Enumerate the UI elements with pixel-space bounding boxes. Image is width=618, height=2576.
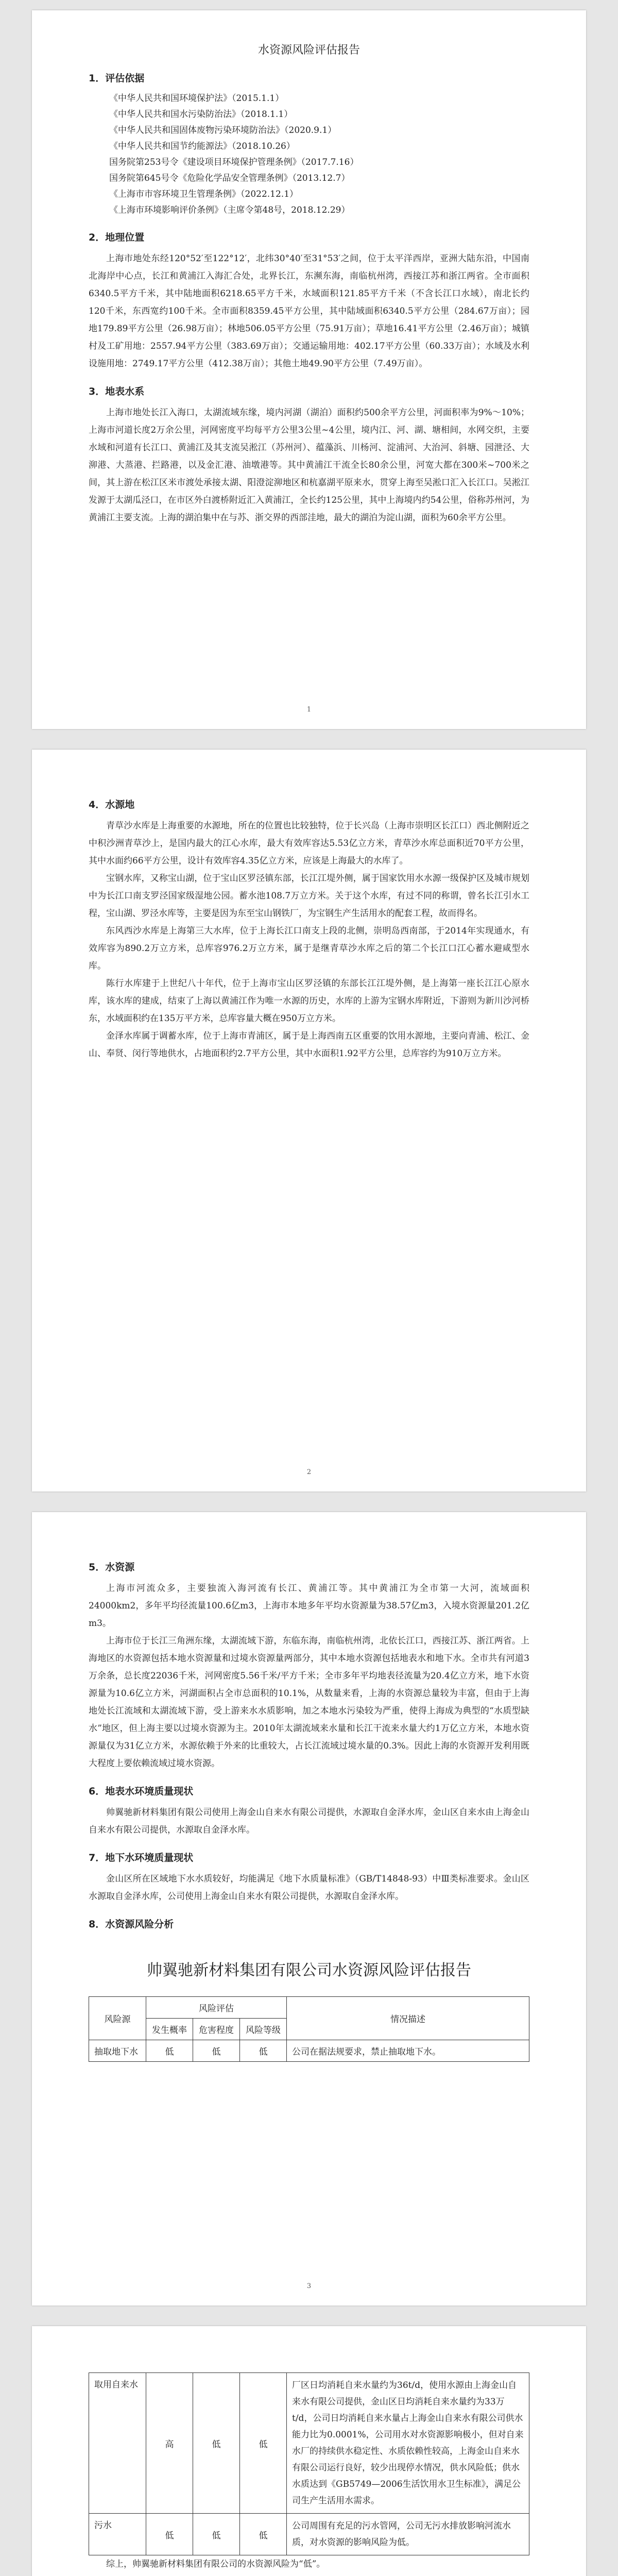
surface-quality-paragraph: 帅翼驰新材料集团有限公司使用上海金山自来水有限公司提供，水源取自金泽水库，金山区自来水由上海金山自来水有限公司提供，水源取自金泽水库。 (89, 1807, 529, 1835)
water-source-paragraph: 青草沙水库是上海重要的水源地，所在的位置也比较独特，位于长兴岛（上海市崇明区长江口）西北侧附近之中积沙洲青草沙上，是国内最大的江心水库，最大有效库容达5.53亿立方米，青草沙水库总面积近70平方公里，其中水面约66平方公里，设计有效库容4.35亿立方米，应该是上海最大的水库了。 (89, 821, 529, 866)
section-5-heading: 5．水资源 (89, 1562, 135, 1573)
water-resource-paragraph: 上海市河流众多，主要独流入海河流有长江、黄浦江等。其中黄浦江为全市第一大河，流域面积24000km2，多年平均径流量100.6亿m3，上海市本地多年平均水资源量为38.57亿m3，入境水资源量201.2亿m3。 (89, 1583, 529, 1629)
water-source-paragraph: 宝钢水库，又称宝山湖，位于宝山区罗泾镇东部，长江江堤外侧，属于国家饮用水水源一级保护区及城市规划中为长江口南支罗泾国家级湿地公园。蓄水池108.7万立方米。关于这个水库，有过不同的称谓，曾名长江引水工程，宝山湖、罗泾水库等，主要是因为东至宝山钢铁厂，为宝钢生产生活用水的配套工程，故而得名。 (89, 873, 529, 919)
section-2-heading: 2．地理位置 (89, 232, 145, 243)
header-description: 情况描述 (287, 1997, 529, 2040)
section-7-heading: 7．地下水环境质量现状 (89, 1852, 194, 1863)
table-row (89, 2373, 529, 2514)
page-number: 3 (306, 2282, 312, 2290)
risk-level-cell: 低 (240, 2373, 287, 2514)
water-resource-paragraph: 上海市位于长江三角洲东缘，太湖流域下游，东临东海，南临杭州湾，北依长江口，西接江苏、浙江两省。上海地区的水资源包括本地水资源量和过境水资源量两部分，其中本地水资源包括地表水和地下水。全市共有河道3万余条，总长度22036千米，河网密度5.56千米/平方千米；全市多年平均地表径流量为20.4亿立方米，地下水资源量为10.6亿立方米，河湖面积占全市总面积的10.1%，从数量来看，上海的水资源总量较为丰富，但由于上海地处长江流域和太湖流域下游，受上游来水水质影响，加之本地水污染较为严重，使得上海成为典型的“水质型缺水”地区，但上海主要以过境水资源为主。2010年太湖流域来水量和长江干流来水量大约1万亿立方米，本地水资源量仅为31亿立方米，水源依赖于外来的比重较大，占长江流域过境水量的0.3%。因此上海的水资源开发利用既大程度上要依赖流域过境水资源。 (89, 1636, 529, 1769)
occurrence-cell: 高 (146, 2373, 193, 2514)
risk-source-cell: 取用自来水 (89, 2373, 146, 2514)
risk-table (89, 1996, 529, 2062)
severity-cell: 低 (193, 2514, 240, 2555)
description-cell: 厂区日均消耗自来水量约为36t/d，使用水源由上海金山自来水有限公司提供，金山区日均消耗自来水量约为33万t/d，公司日均消耗自来水量占上海金山自来水有限公司供水能力比为0.0001%，公司用水对水资源影响极小，但对自来水厂的持续供水稳定性、水质依赖性较高，上海金山自来水有限公司运行良好，较少出现停水情况，供水风险低；供水水质达到《GB5749—2006生活饮用水卫生标准》，满足公司生产生活用水需求。 (287, 2373, 529, 2514)
law-item: 《上海市环境影响评价条例》（主席令第48号，2018.12.29） (109, 205, 350, 215)
document-page-1 (32, 10, 586, 729)
law-item: 国务院第645号令《危险化学品安全管理条例》（2013.12.7） (109, 173, 350, 183)
risk-source-cell: 抽取地下水 (89, 2040, 146, 2062)
conclusion: 综上，帅翼驰新材料集团有限公司的水资源风险为“低”。 (106, 2559, 325, 2569)
risk-level-cell: 低 (240, 2514, 287, 2555)
risk-source-cell: 污水 (89, 2514, 146, 2555)
section-3-heading: 3．地表水系 (89, 386, 145, 397)
geo-paragraph: 上海市地处东经120°52′至122°12′，北纬30°40′至31°53′之间，位于太平洋西岸，亚洲大陆东沿，中国南北海岸中心点，长江和黄浦江入海汇合处，北界长江，东濒东海，南临杭州湾，西接江苏和浙江两省。全市面积6340.5平方千米，其中陆地面积6218.65平方千米，水域面积121.85平方千米（不含长江口水域），南北长约120千米，东西宽约100千米。全市面积8359.45平方公里，其中陆域面积6340.5平方公里（284.67万亩）；园地179.89平方公里（26.98万亩）；林地506.05平方公里（75.91万亩）；草地16.41平方公里（2.46万亩）；城镇村及工矿用地：2557.94平方公里（383.69万亩）；交通运输用地：402.17平方公里（60.33万亩）；水域及水利设施用地：2749.17平方公里（412.38万亩）；其他土地49.90平方公里（7.49万亩）。 (89, 253, 529, 369)
section-4-heading: 4．水源地 (89, 799, 135, 810)
risk-level-cell: 低 (240, 2040, 287, 2062)
section-8-heading: 8．水资源风险分析 (89, 1919, 174, 1930)
header-risk-eval: 风险评估 (146, 1997, 287, 2019)
occurrence-cell: 低 (146, 2514, 193, 2555)
water-source-paragraph: 金泽水库属于调蓄水库，位于上海市青浦区，属于是上海西南五区重要的饮用水源地，主要向青浦、松江、金山、奉贤、闵行等地供水，占地面积约2.7平方公里，其中水面积1.92平方公里，总库容约为910万立方米。 (89, 1031, 529, 1059)
header-risk-level: 风险等级 (240, 2019, 287, 2040)
severity-cell: 低 (193, 2040, 240, 2062)
law-item: 《中华人民共和国水污染防治法》（2018.1.1） (109, 109, 293, 120)
description-cell: 公司在据法规要求，禁止抽取地下水。 (287, 2040, 529, 2062)
law-item: 《中华人民共和国固体废物污染环境防治法》（2020.9.1） (109, 125, 337, 135)
severity-cell: 低 (193, 2373, 240, 2514)
occurrence-cell: 低 (146, 2040, 193, 2062)
section-6-heading: 6．地表水环境质量现状 (89, 1786, 194, 1797)
surface-water-paragraph: 上海市地处长江入海口，太湖流域东缘，境内河湖（湖泊）面积约500余平方公里，河面积率为9%～10%；上海市河道长度2万余公里，河网密度平均每平方公里3公里~4公里，境内江、河、湖、塘相间，水网交织，主要水域和河道有长江口、黄浦江及其支流吴淞江（苏州河）、蕴藻浜、川杨河、淀浦河、大治河、斜塘、园泄泾、大泖港、大蒸港、拦路港，以及金汇港、油墩港等。其中黄浦江干流全长80余公里，河宽大都在300米~700米之间，其上游在松江区米市渡处承接太湖、阳澄淀泖地区和杭嘉湖平原来水，贯穿上海至吴淞口汇入长江口。吴淞江发源于太湖瓜泾口，在市区外白渡桥附近汇入黄浦江，全长约125公里，其中上海境内约54公里，俗称苏州河，为黄浦江主要支流。上海的湖泊集中在与苏、浙交界的西部洼地，最大的湖泊为淀山湖，面积为60余平方公里。 (89, 408, 529, 523)
report-title: 帅翼驰新材料集团有限公司水资源风险评估报告 (147, 1961, 471, 1979)
document-page-4 (32, 2326, 586, 2576)
header-occurrence: 发生概率 (146, 2019, 193, 2040)
table-row (89, 2514, 529, 2555)
description-cell: 公司周围有充足的污水管网，公司无污水排放影响河流水质，对水资源的影响风险为低。 (287, 2514, 529, 2555)
section-1-heading: 1．评估依据 (89, 73, 145, 84)
document-title: 水资源风险评估报告 (258, 44, 360, 57)
page-number: 1 (306, 706, 312, 714)
document-page-3 (32, 1512, 586, 2306)
law-item: 国务院第253号令《建设项目环境保护管理条例》（2017.7.16） (109, 157, 359, 167)
water-source-paragraph: 陈行水库建于上世纪八十年代，位于上海市宝山区罗泾镇的东部长江江堤外侧，是上海第一座长江江心原水库，该水库的建成，结束了上海以黄浦江作为唯一水源的历史，水库的上游为宝钢水库附近，下游则为新川沙河桥东，水域面积约在135万平方米，总库容量大概在950万立方米。 (89, 978, 529, 1024)
risk-table-continued (89, 2372, 529, 2555)
page-number: 2 (306, 1468, 312, 1476)
header-risk-source: 风险源 (89, 1997, 146, 2040)
law-item: 《中华人民共和国环境保护法》（2015.1.1） (109, 93, 284, 104)
water-source-paragraph: 东风西沙水库是上海第三大水库，位于上海长江口南支上段的北侧，崇明岛西南部，于2014年实现通水，有效库容为890.2万立方米，总库容976.2万立方米，属于是继青草沙水库之后的第二个长江口江心蓄水避咸型水库。 (89, 926, 529, 971)
groundwater-quality-paragraph: 金山区所在区域地下水水质较好，均能满足《地下水质量标准》（GB/T14848-93）中Ⅲ类标准要求。金山区水源取自金泽水库，公司使用上海金山自来水有限公司提供，水源取自金泽水库。 (89, 1874, 529, 1902)
document-page-2 (32, 750, 586, 1492)
table-row (89, 2040, 529, 2062)
law-item: 《上海市市容环境卫生管理条例》（2022.12.1） (109, 189, 299, 199)
law-item: 《中华人民共和国节约能源法》（2018.10.26） (109, 141, 295, 151)
header-severity: 危害程度 (193, 2019, 240, 2040)
